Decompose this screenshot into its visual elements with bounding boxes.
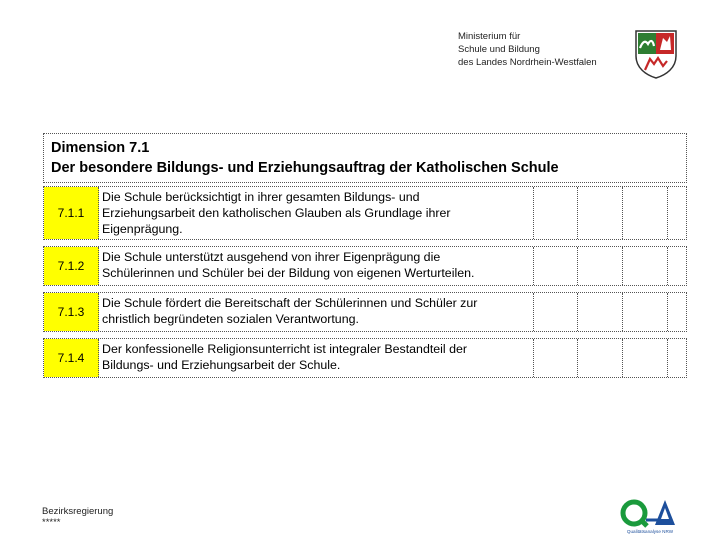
criterion-text — [102, 249, 530, 281]
rating-cell-divider — [577, 187, 578, 239]
criterion-number: 7.1.3 — [44, 293, 99, 331]
criterion-number: 7.1.1 — [44, 187, 99, 239]
footer-authority-name: Bezirksregierung — [42, 506, 114, 517]
rating-cell-divider — [667, 187, 668, 239]
rating-cell-divider — [667, 339, 668, 377]
criterion-text-line: Eigenprägung. — [102, 222, 183, 236]
qa-logo-icon — [619, 498, 681, 536]
criterion-text — [102, 295, 530, 327]
criterion-text — [102, 189, 530, 237]
footer-authority — [42, 506, 113, 528]
rating-cell-divider — [667, 247, 668, 285]
rating-cell-divider — [533, 187, 534, 239]
criterion-text-line: Die Schule berücksichtigt in ihrer gesamten Bildungs- und — [102, 190, 420, 204]
criterion-text-line: Die Schule unterstützt ausgehend von ihrer Eigenprägung die — [102, 250, 441, 264]
ministry-line-3: des Landes Nordrhein-Westfalen — [458, 57, 597, 68]
rating-cell-divider — [622, 247, 623, 285]
rating-cell-divider — [533, 247, 534, 285]
rating-cell-divider — [533, 293, 534, 331]
dimension-description: Der besondere Bildungs- und Erziehungsauftrag der Katholischen Schule — [51, 160, 559, 176]
criterion-text-line: Der konfessionelle Religionsunterricht ist integraler Bestandteil der — [102, 342, 468, 356]
rating-cell-divider — [577, 247, 578, 285]
criterion-row — [43, 338, 687, 378]
rating-cell-divider — [622, 339, 623, 377]
dimension-number: Dimension 7.1 — [51, 140, 150, 156]
criterion-text-line: Erziehungsarbeit den katholischen Glauben als Grundlage ihrer — [102, 206, 451, 220]
criterion-text-line: christlich begründeten sozialen Verantwortung. — [102, 312, 359, 326]
criterion-text-line: Schülerinnen und Schüler bei der Bildung von eigenen Werturteilen. — [102, 266, 475, 280]
dimension-title — [51, 138, 559, 178]
rating-cell-divider — [577, 339, 578, 377]
rating-cell-divider — [622, 293, 623, 331]
dimension-header — [43, 133, 687, 183]
criterion-row — [43, 292, 687, 332]
ministry-line-1: Ministerium für — [458, 31, 521, 42]
ministry-name — [458, 30, 597, 69]
rating-cell-divider — [667, 293, 668, 331]
criterion-number: 7.1.4 — [44, 339, 99, 377]
criterion-text-line: Die Schule fördert die Bereitschaft der Schülerinnen und Schüler zur — [102, 296, 478, 310]
svg-text:Qualitätsanalyse NRW: Qualitätsanalyse NRW — [626, 529, 674, 534]
rating-cell-divider — [577, 293, 578, 331]
rating-cell-divider — [533, 339, 534, 377]
criterion-row — [43, 186, 687, 240]
nrw-crest-icon — [632, 28, 680, 80]
criterion-text — [102, 341, 530, 373]
ministry-line-2: Schule und Bildung — [458, 44, 540, 55]
criterion-number: 7.1.2 — [44, 247, 99, 285]
footer-authority-placeholder: ***** — [42, 517, 61, 528]
criterion-text-line: Bildungs- und Erziehungsarbeit der Schule. — [102, 358, 341, 372]
rating-cell-divider — [622, 187, 623, 239]
criterion-row — [43, 246, 687, 286]
